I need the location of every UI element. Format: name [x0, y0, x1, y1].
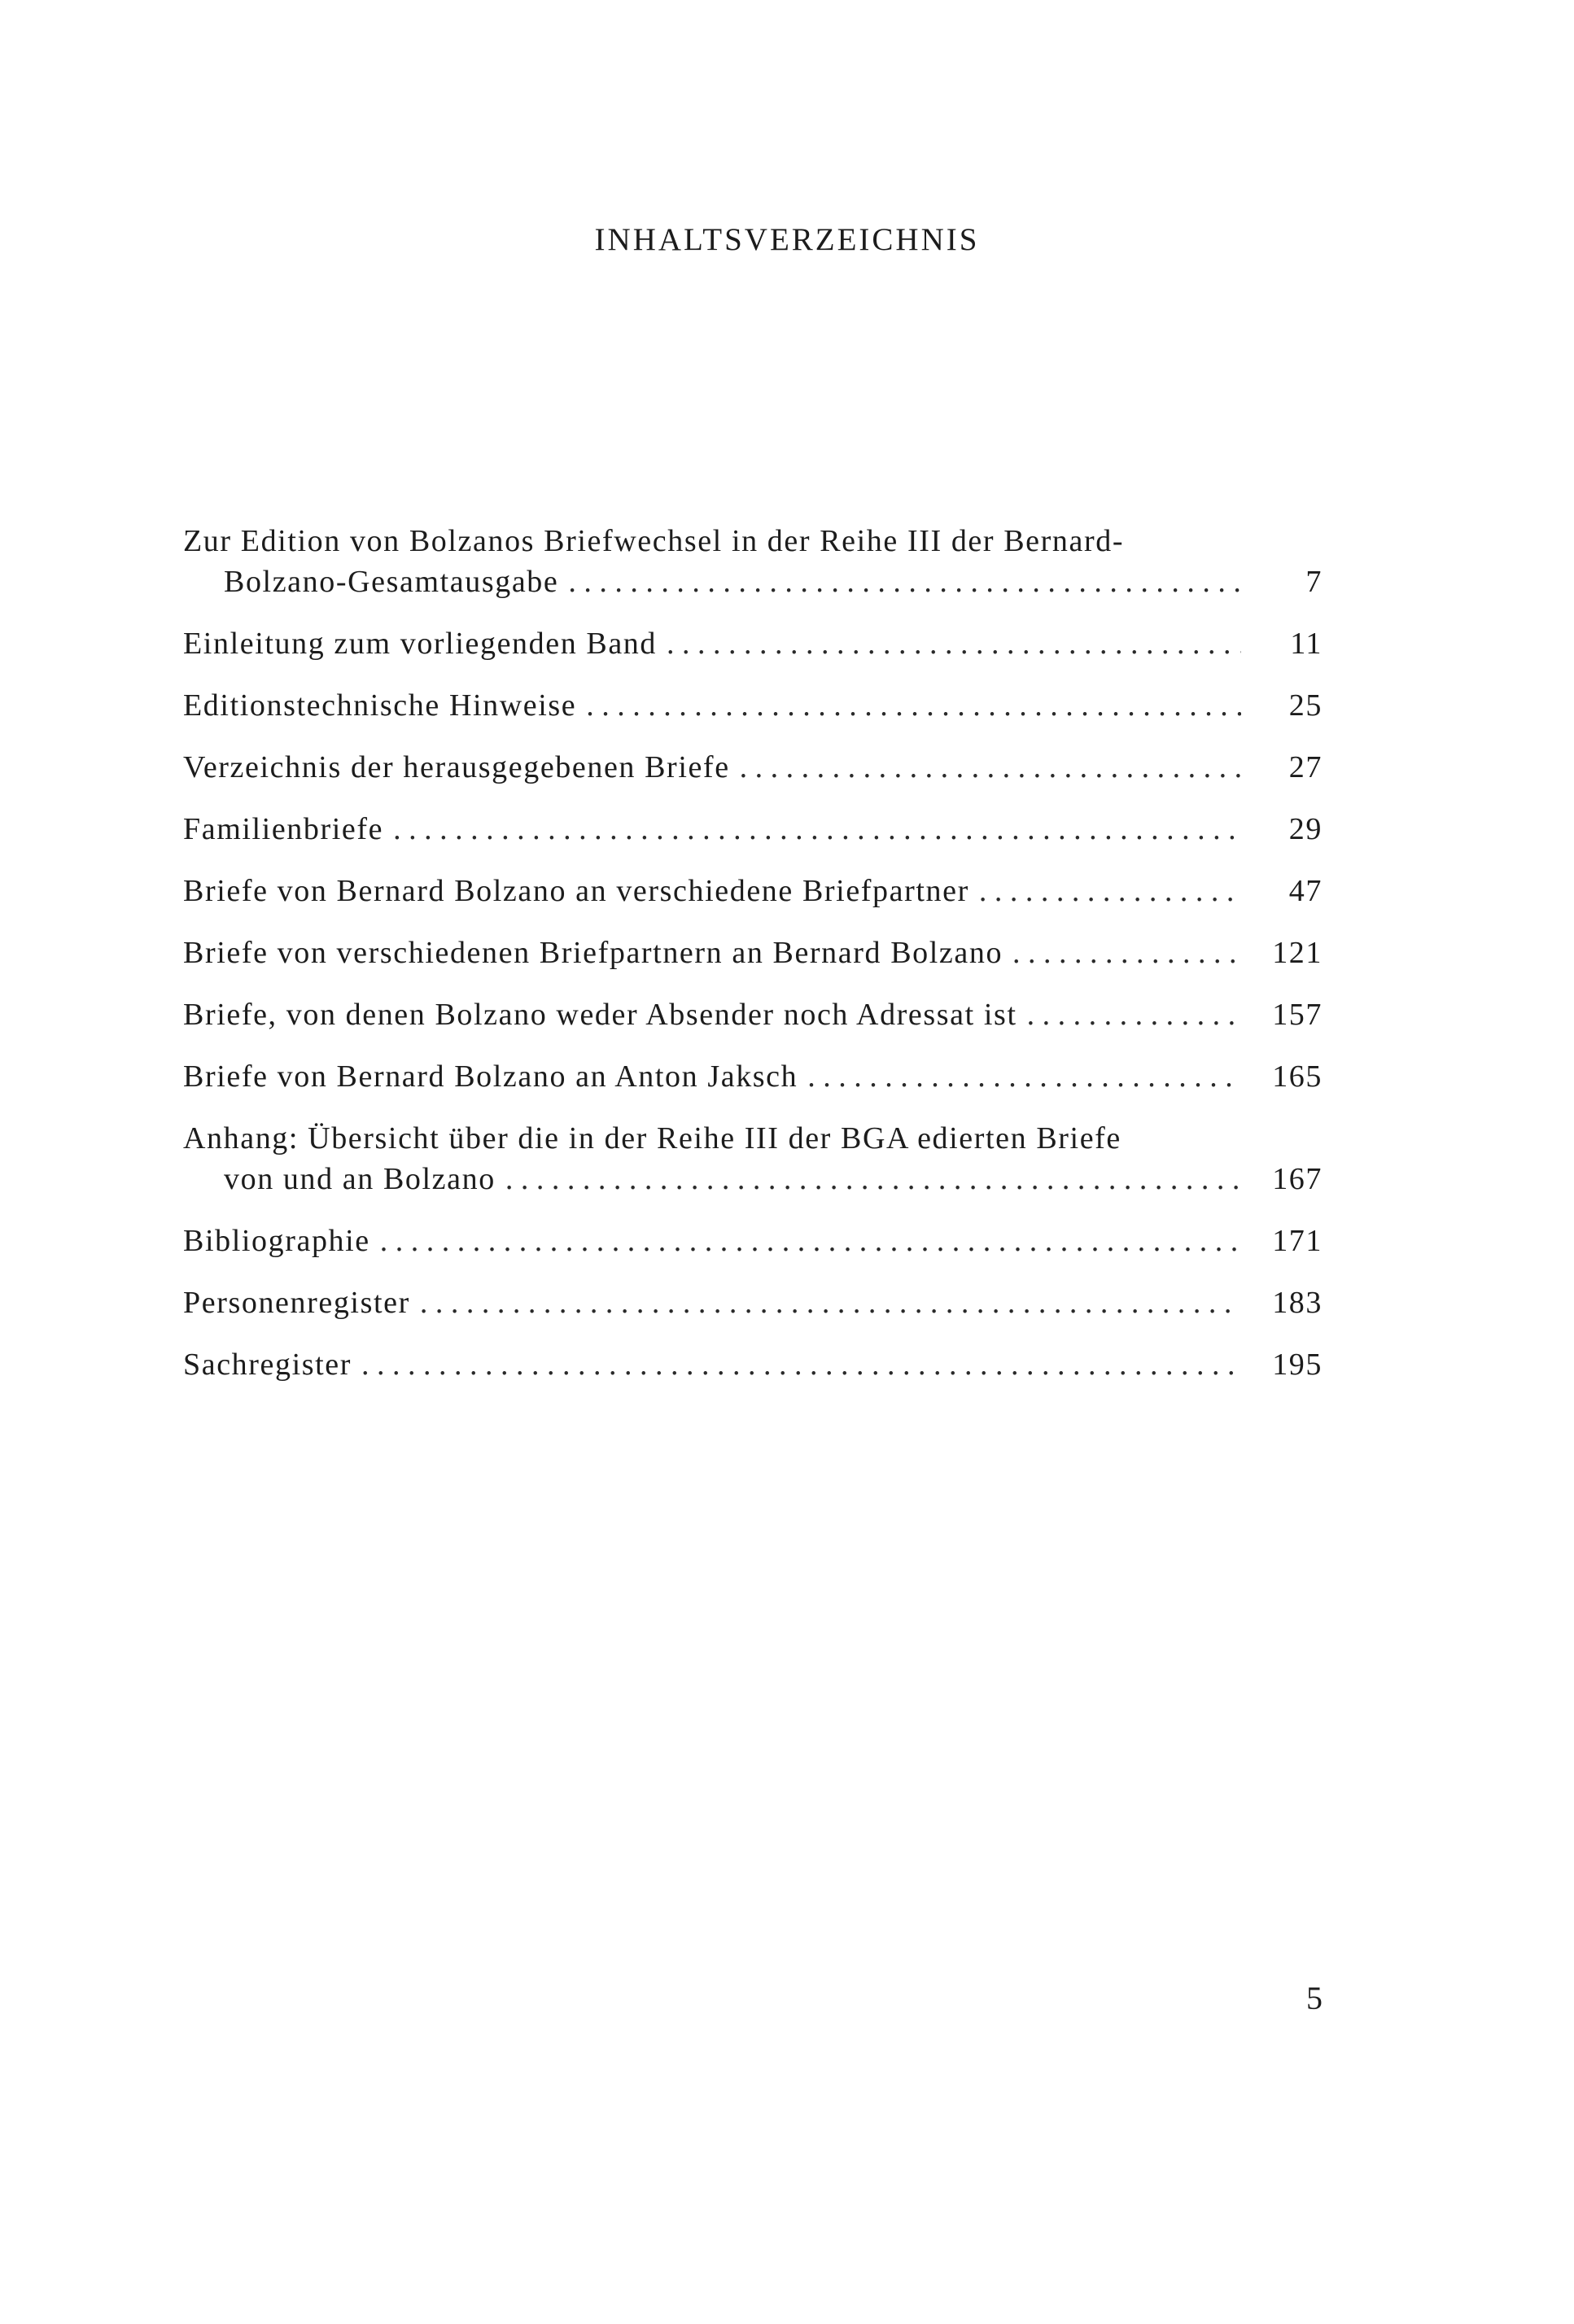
- toc-entry-page: 11: [1290, 627, 1323, 661]
- toc-entry-einleitung: [183, 623, 1323, 664]
- toc-entry-bibliographie: [183, 1221, 1323, 1261]
- dot-leader: [740, 747, 1241, 788]
- toc-entry-page: 27: [1288, 750, 1323, 784]
- toc-entry-page: 47: [1288, 874, 1323, 908]
- toc-entry-sachregister: [183, 1344, 1323, 1385]
- toc-heading: INHALTSVERZEICHNIS: [594, 222, 980, 257]
- dot-leader: [420, 1282, 1241, 1323]
- toc-entry-page: 167: [1272, 1162, 1323, 1196]
- toc-entry-title: Briefe, von denen Bolzano weder Absender noch Adressat ist: [183, 998, 1017, 1032]
- toc-entry-title: Bolzano-Gesamtausgabe: [224, 565, 559, 599]
- dot-leader: [361, 1344, 1241, 1385]
- dot-leader: [586, 685, 1241, 726]
- toc-entry-page: 165: [1272, 1059, 1323, 1094]
- toc-entry-title: Briefe von Bernard Bolzano an verschiedene Briefpartner: [183, 874, 969, 908]
- toc-entry-briefe-an-bolzano: [183, 933, 1323, 973]
- dot-leader: [393, 809, 1241, 850]
- page-number: 5: [1306, 1980, 1323, 2016]
- table-of-contents: [183, 521, 1323, 1406]
- toc-entry-title: Briefe von Bernard Bolzano an Anton Jaksch: [183, 1059, 798, 1094]
- toc-entry-title-line1: Zur Edition von Bolzanos Briefwechsel in der Reihe III der Bernard-: [183, 524, 1125, 558]
- toc-entry-title: Personenregister: [183, 1286, 410, 1320]
- toc-entry-briefe-dritter: [183, 994, 1323, 1035]
- dot-leader: [505, 1159, 1241, 1199]
- dot-leader: [979, 871, 1241, 911]
- toc-entry-page: 183: [1272, 1286, 1323, 1320]
- toc-entry-title: Verzeichnis der herausgegebenen Briefe: [183, 750, 730, 784]
- toc-entry-title: Editionstechnische Hinweise: [183, 688, 577, 723]
- toc-entry-verzeichnis: [183, 747, 1323, 788]
- toc-entry-jaksch: [183, 1056, 1323, 1097]
- toc-entry-personenregister: [183, 1282, 1323, 1323]
- toc-entry-title: Einleitung zum vorliegenden Band: [183, 627, 658, 661]
- toc-entry-anhang: [183, 1118, 1323, 1199]
- toc-entry-title-line1: Anhang: Übersicht über die in der Reihe III der BGA edierten Briefe: [183, 1121, 1121, 1155]
- toc-entry-title: von und an Bolzano: [224, 1162, 496, 1196]
- toc-entry-familienbriefe: [183, 809, 1323, 850]
- toc-entry-page: 29: [1288, 812, 1323, 846]
- dot-leader: [1012, 933, 1241, 973]
- toc-entry-title: Familienbriefe: [183, 812, 384, 846]
- toc-entry-page: 121: [1272, 936, 1323, 970]
- toc-entry-title: Sachregister: [183, 1348, 352, 1382]
- toc-entry-hinweise: [183, 685, 1323, 726]
- dot-leader: [807, 1056, 1241, 1097]
- toc-entry-page: 7: [1305, 565, 1323, 599]
- toc-entry-page: 157: [1272, 998, 1323, 1032]
- dot-leader: [1027, 994, 1241, 1035]
- toc-entry-title: Bibliographie: [183, 1224, 370, 1258]
- toc-entry-page: 171: [1272, 1224, 1323, 1258]
- toc-entry-briefe-von-bolzano: [183, 871, 1323, 911]
- dot-leader: [380, 1221, 1241, 1261]
- dot-leader: [667, 623, 1241, 664]
- toc-entry-page: 25: [1288, 688, 1323, 723]
- toc-entry-title: Briefe von verschiedenen Briefpartnern an Bernard Bolzano: [183, 936, 1003, 970]
- toc-entry-edition: [183, 521, 1323, 602]
- dot-leader: [568, 561, 1241, 602]
- toc-entry-page: 195: [1272, 1348, 1323, 1382]
